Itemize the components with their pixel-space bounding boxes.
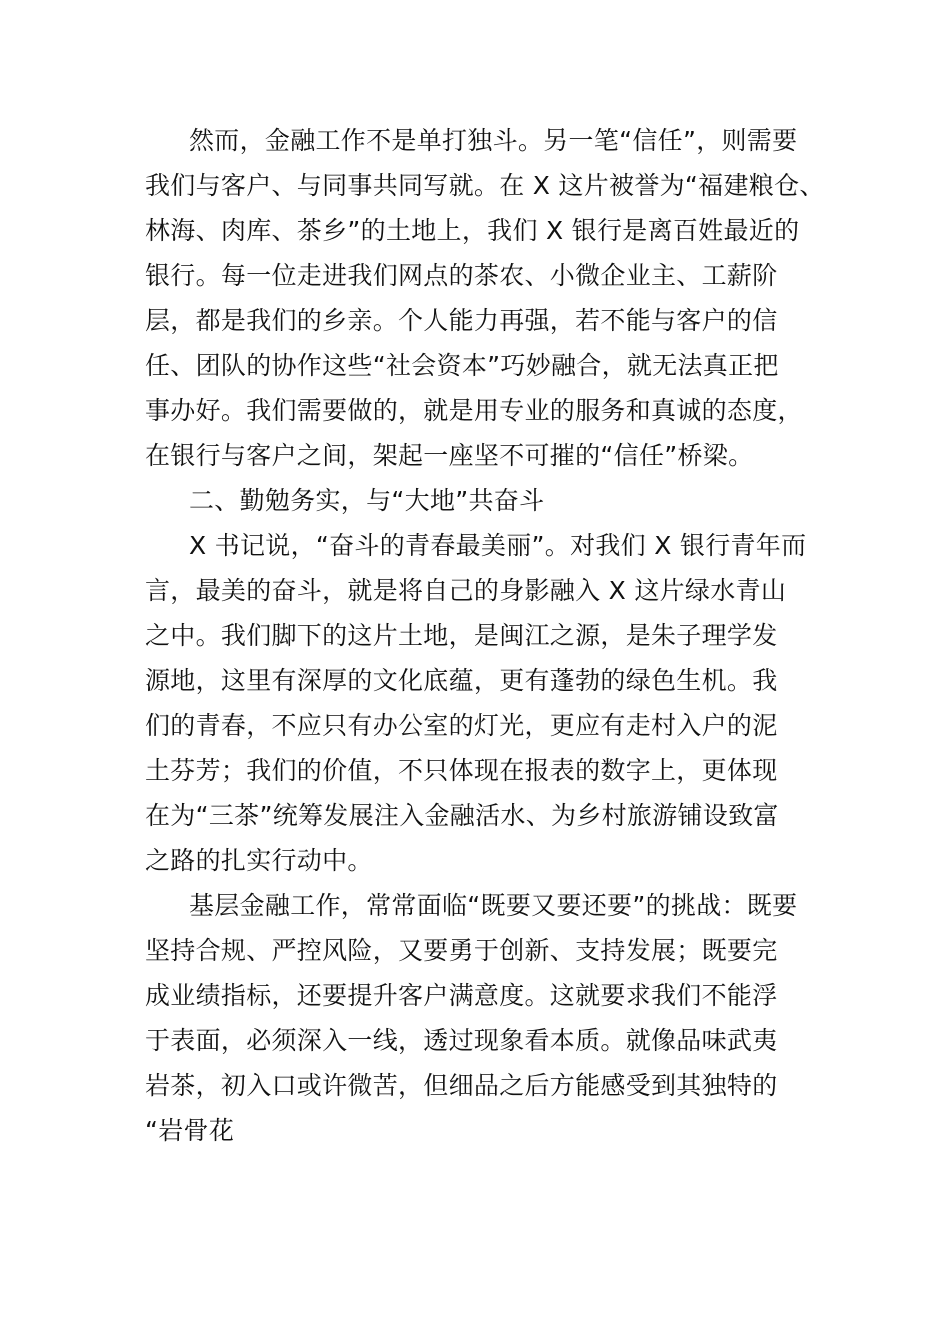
text-line: “岩骨花 xyxy=(145,1116,235,1145)
paragraph-struggle xyxy=(145,523,810,883)
text-line: 层，都是我们的乡亲。个人能力再强，若不能与客户的信 xyxy=(145,306,778,335)
text-line: 之路的扎实行动中。 xyxy=(145,846,373,875)
text-line: 在银行与客户之间，架起一座坚不可摧的“信任”桥梁。 xyxy=(145,441,754,470)
text-line: X 书记说，“奋斗的青春最美丽”。对我们 X 银行青年而 xyxy=(189,531,807,560)
text-line: 林海、肉库、茶乡”的土地上，我们 X 银行是离百姓最近的 xyxy=(145,216,800,245)
text-line: 言，最美的奋斗，就是将自己的身影融入 X 这片绿水青山 xyxy=(145,576,787,605)
text-line: 银行。每一位走进我们网点的茶农、小微企业主、工薪阶 xyxy=(145,261,778,290)
text-line: 们的青春，不应只有办公室的灯光，更应有走村入户的泥 xyxy=(145,711,778,740)
paragraph-trust xyxy=(145,118,825,478)
text-line: 于表面，必须深入一线，透过现象看本质。就像品味武夷 xyxy=(145,1026,778,1055)
text-line: 源地，这里有深厚的文化底蕴，更有蓬勃的绿色生机。我 xyxy=(145,666,778,695)
text-line: 基层金融工作，常常面临“既要又要还要”的挑战：既要 xyxy=(189,891,798,920)
text-line: 坚持合规、严控风险，又要勇于创新、支持发展；既要完 xyxy=(145,936,778,965)
document-body xyxy=(145,118,825,1153)
text-line: 之中。我们脚下的这片土地，是闽江之源，是朱子理学发 xyxy=(145,621,778,650)
text-line: 我们与客户、与同事共同写就。在 X 这片被誉为“福建粮仓、 xyxy=(145,171,825,200)
text-line: 在为“三茶”统筹发展注入金融活水、为乡村旅游铺设致富 xyxy=(145,801,779,830)
paragraph-grassroots xyxy=(145,883,810,1153)
text-line: 成业绩指标，还要提升客户满意度。这就要求我们不能浮 xyxy=(145,981,778,1010)
section-heading: 二、勤勉务实，与“大地”共奋斗 xyxy=(189,486,545,515)
text-line: 然而，金融工作不是单打独斗。另一笔“信任”，则需要 xyxy=(189,126,798,155)
text-line: 土芬芳；我们的价值，不只体现在报表的数字上，更体现 xyxy=(145,756,778,785)
text-line: 任、团队的协作这些“社会资本”巧妙融合，就无法真正把 xyxy=(145,351,779,380)
text-line: 事办好。我们需要做的，就是用专业的服务和真诚的态度， xyxy=(145,396,803,425)
text-line: 岩茶，初入口或许微苦，但细品之后方能感受到其独特的 xyxy=(145,1071,778,1100)
